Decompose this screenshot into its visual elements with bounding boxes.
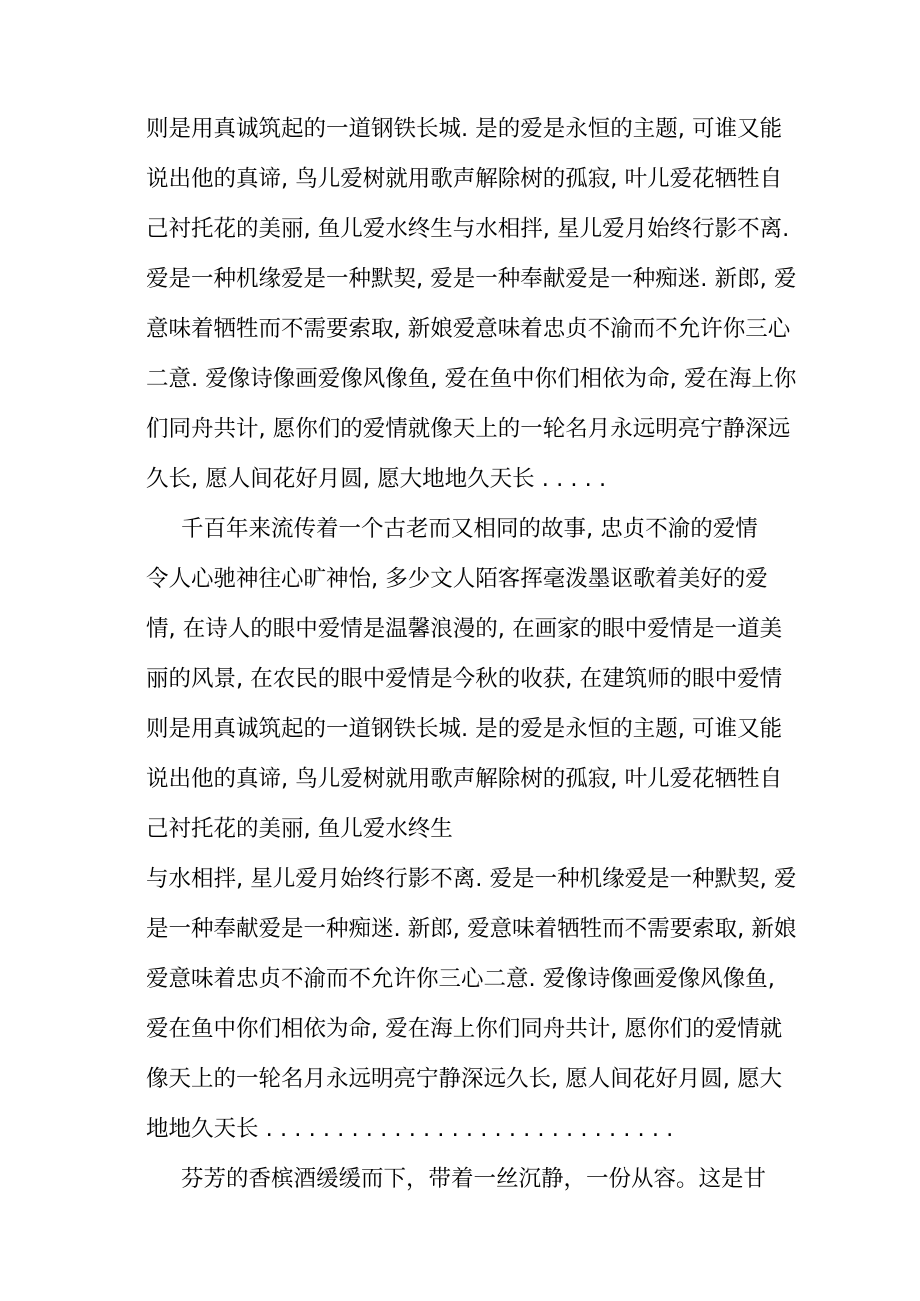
text-line: 说出他的真谛, 鸟儿爱树就用歌声解除树的孤寂, 叶儿爱花牺牲自 <box>146 766 783 792</box>
text-line: 与水相拌, 星儿爱月始终行影不离. 爱是一种机缘爱是一种默契, 爱 <box>146 866 797 892</box>
text-line: 像天上的一轮名月永远明亮宁静深远久长, 愿人间花好月圆, 愿大 <box>146 1066 783 1092</box>
text-line: 意味着牺牲而不需要索取, 新娘爱意味着忠贞不渝而不允许你三心 <box>146 316 791 342</box>
text-line: 爱在鱼中你们相依为命, 爱在海上你们同舟共计, 愿你们的爱情就 <box>146 1016 783 1042</box>
text-line: 丽的风景, 在农民的眼中爱情是今秋的收获, 在建筑师的眼中爱情 <box>146 666 783 692</box>
text-line: 爱意味着忠贞不渝而不允许你三心二意. 爱像诗像画爱像风像鱼, <box>146 966 775 992</box>
text-line: 是一种奉献爱是一种痴迷. 新郎, 爱意味着牺牲而不需要索取, 新娘 <box>146 916 797 942</box>
text-line: 二意. 爱像诗像画爱像风像鱼, 爱在鱼中你们相依为命, 爱在海上你 <box>146 366 797 392</box>
text-line: 爱是一种机缘爱是一种默契, 爱是一种奉献爱是一种痴迷. 新郎, 爱 <box>146 266 797 292</box>
text-line: 久长, 愿人间花好月圆, 愿大地地久天长 . . . . . <box>146 466 607 492</box>
paragraph-start-line: 千百年来流传着一个古老而又相同的故事, 忠贞不渝的爱情 <box>181 516 758 542</box>
text-line: 令人心驰神往心旷神怡, 多少文人陌客挥毫泼墨讴歌着美好的爱 <box>146 566 768 592</box>
text-line: 们同舟共计, 愿你们的爱情就像天上的一轮名月永远明亮宁静深远 <box>146 416 791 442</box>
paragraph-start-line: 芬芳的香槟酒缓缓而下，带着一丝沉静，一份从容。这是甘 <box>181 1166 767 1192</box>
text-line: 己衬托花的美丽, 鱼儿爱水终生与水相拌, 星儿爱月始终行影不离. <box>146 216 790 242</box>
text-line: 情, 在诗人的眼中爱情是温馨浪漫的, 在画家的眼中爱情是一道美 <box>146 616 783 642</box>
text-line: 己衬托花的美丽, 鱼儿爱水终生 <box>146 816 453 842</box>
text-line: 说出他的真谛, 鸟儿爱树就用歌声解除树的孤寂, 叶儿爱花牺牲自 <box>146 166 783 192</box>
text-line: 则是用真诚筑起的一道钢铁长城. 是的爱是永恒的主题, 可谁又能 <box>146 116 783 142</box>
text-line: 则是用真诚筑起的一道钢铁长城. 是的爱是永恒的主题, 可谁又能 <box>146 716 783 742</box>
text-line: 地地久天长 . . . . . . . . . . . . . . . . . . . . . . . . . . . . . <box>146 1116 674 1142</box>
